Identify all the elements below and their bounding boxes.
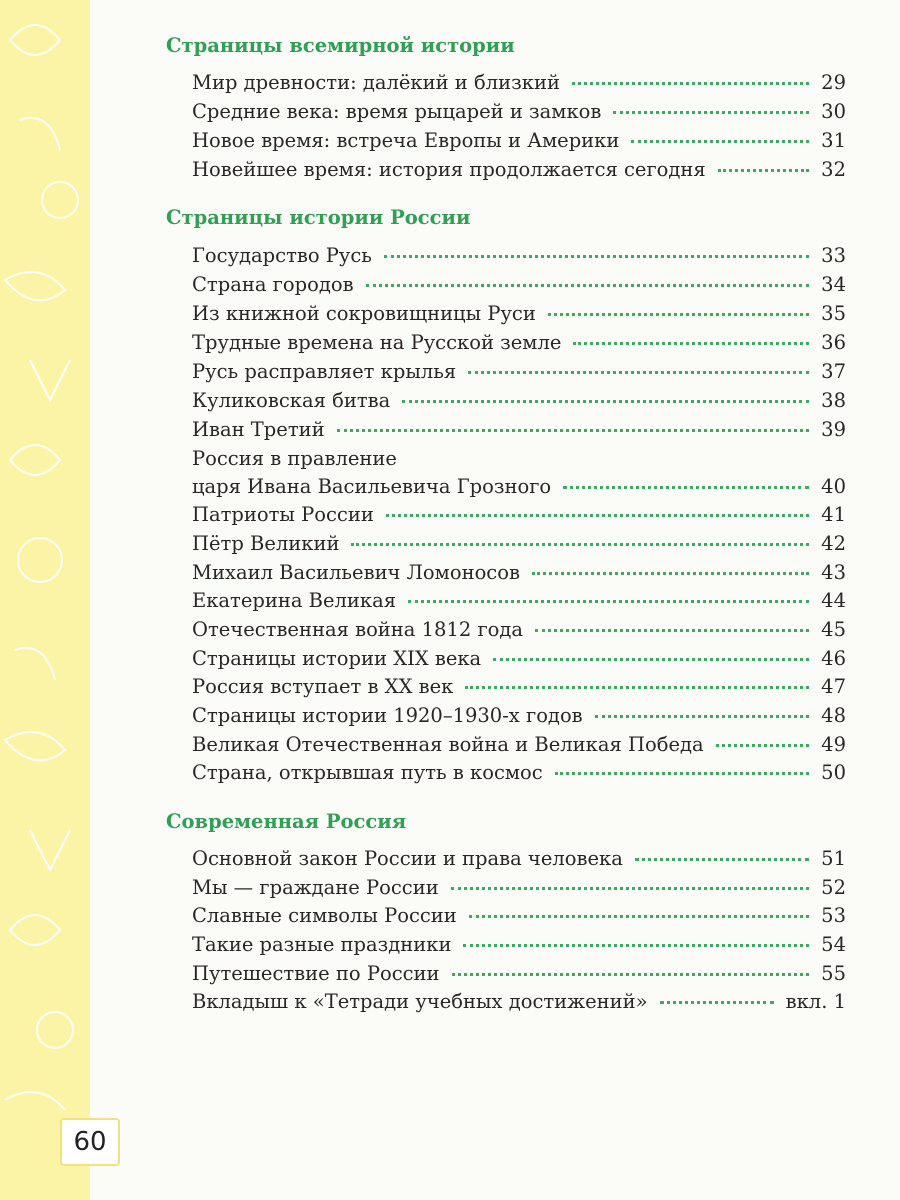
toc-item: Вкладыш к «Тетради учебных достижений» вкл. 1 xyxy=(192,990,846,1013)
toc-item: Страна, открывшая путь в космос 50 xyxy=(192,761,846,784)
section-title: Современная Россия xyxy=(166,810,407,833)
toc-item: Пётр Великий 42 xyxy=(192,532,846,555)
toc-item: Такие разные праздники 54 xyxy=(192,933,846,956)
toc-item: Куликовская битва 38 xyxy=(192,389,846,412)
page-number: 60 xyxy=(60,1118,120,1166)
toc-item: Путешествие по России 55 xyxy=(192,962,846,985)
toc-item: Из книжной сокровищницы Руси 35 xyxy=(192,302,846,325)
toc-item: царя Ивана Васильевича Грозного 40 xyxy=(192,475,846,498)
toc-item: Мы — граждане России 52 xyxy=(192,876,846,899)
toc-item: Мир древности: далёкий и близкий 29 xyxy=(192,71,846,94)
toc-item: Славные символы России 53 xyxy=(192,904,846,927)
toc-item: Михаил Васильевич Ломоносов 43 xyxy=(192,561,846,584)
toc-item: Государство Русь 33 xyxy=(192,244,846,267)
toc-item: Страницы истории 1920–1930-х годов 48 xyxy=(192,704,846,727)
section-title: Страницы истории России xyxy=(166,206,471,229)
toc-item: Новейшее время: история продолжается сегодня 32 xyxy=(192,158,846,181)
section-title: Страницы всемирной истории xyxy=(166,34,515,57)
toc-item: Екатерина Великая 44 xyxy=(192,589,846,612)
toc-item: Россия вступает в XX век 47 xyxy=(192,675,846,698)
leaf-pattern-icon xyxy=(0,0,90,1200)
toc-item: Отечественная война 1812 года 45 xyxy=(192,618,846,641)
toc-item: Средние века: время рыцарей и замков 30 xyxy=(192,100,846,123)
toc-item: Русь расправляет крылья 37 xyxy=(192,360,846,383)
toc-item-line1: Россия в правление xyxy=(192,447,397,470)
toc-item: Новое время: встреча Европы и Америки 31 xyxy=(192,129,846,152)
toc-item: Трудные времена на Русской земле 36 xyxy=(192,331,846,354)
toc-item: Иван Третий 39 xyxy=(192,418,846,441)
toc-item: Патриоты России 41 xyxy=(192,503,846,526)
decorative-stripe xyxy=(0,0,90,1200)
toc-item: Страницы истории XIX века 46 xyxy=(192,647,846,670)
toc-item: Великая Отечественная война и Великая Победа 49 xyxy=(192,733,846,756)
toc-item: Страна городов 34 xyxy=(192,273,846,296)
toc-item: Основной закон России и права человека 51 xyxy=(192,847,846,870)
